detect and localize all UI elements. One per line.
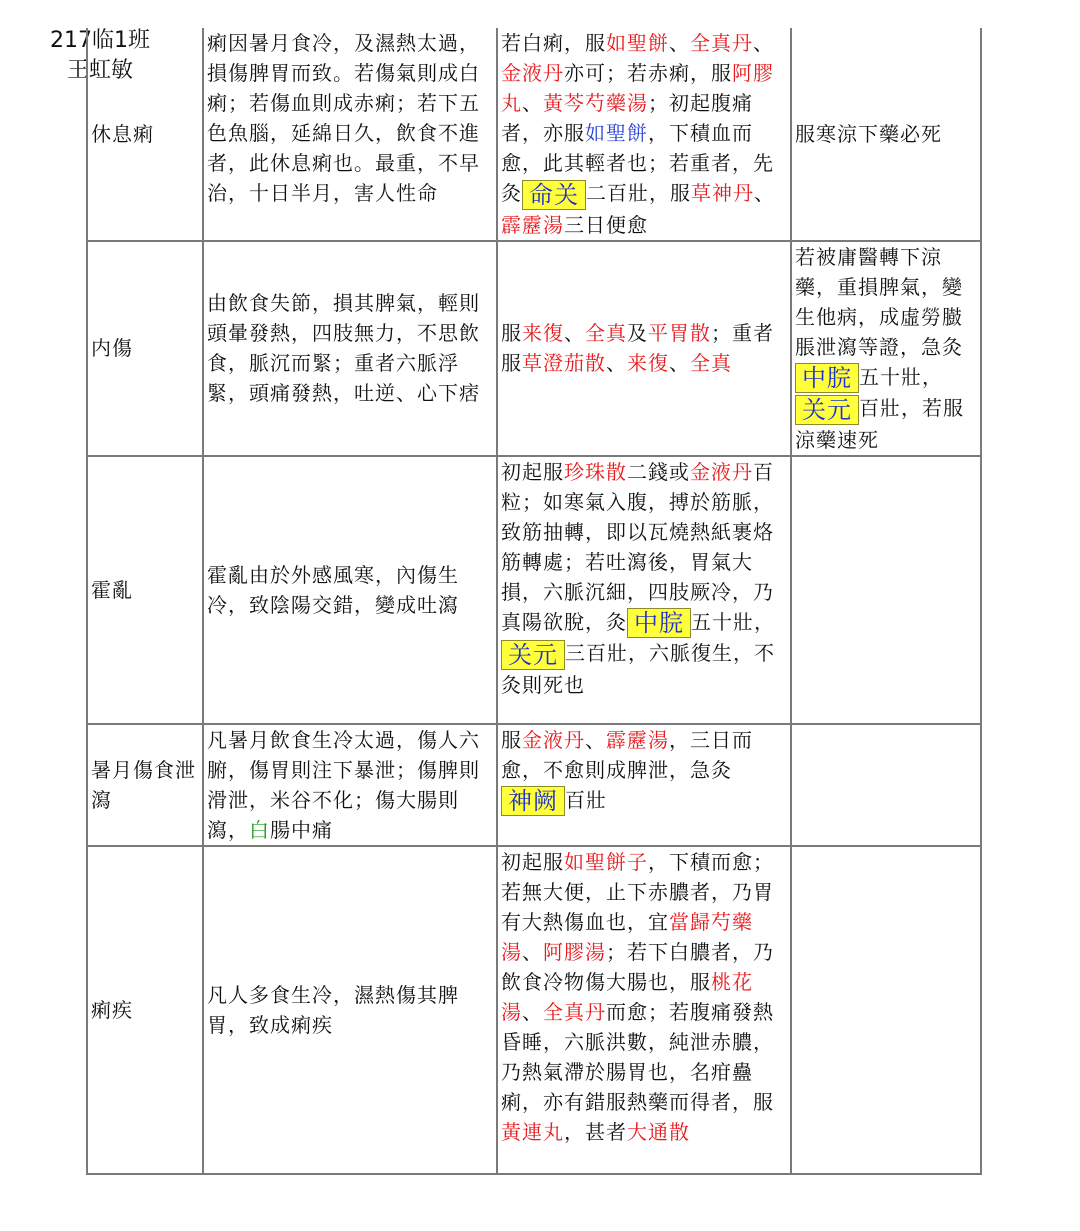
disease-table	[86, 28, 982, 1175]
disease-name: 休息痢	[87, 28, 203, 241]
treatment-cell: 若白痢，服如聖餅、全真丹、金液丹亦可；若赤痢，服阿膠丸、黃芩芍藥湯；初起腹痛者，亦服如聖餅，下積血而愈，此其輕者也；若重者，先灸 命关 二百壯，服草神丹、霹靂湯三日便愈	[497, 28, 791, 241]
acupoint-highlight: 关元	[795, 395, 859, 425]
treatment-cell: 服来復、全真及平胃散；重者服草澄茄散、来復、全真	[497, 241, 791, 456]
acupoint-highlight: 关元	[501, 640, 565, 670]
table-row	[87, 456, 981, 724]
acupoint-highlight: 中脘	[627, 608, 691, 638]
disease-name: 暑月傷食泄瀉	[87, 724, 203, 846]
acupoint-highlight: 中脘	[795, 363, 859, 393]
table-row	[87, 846, 981, 1174]
cause-cell: 凡暑月飲食生冷太過，傷人六腑，傷胃則注下暴泄；傷脾則滑泄，米谷不化；傷大腸則瀉，白腸中痛	[203, 724, 497, 846]
cause-cell: 霍亂由於外感風寒，內傷生冷，致陰陽交錯，變成吐瀉	[203, 456, 497, 724]
acupoint-highlight: 神阙	[501, 786, 565, 816]
note-cell: 若被庸醫轉下涼藥，重損脾氣，變生他病，成虛勞臌脹泄瀉等證，急灸中脘 五十壯，关元 百壯，若服涼藥速死	[791, 241, 981, 456]
cause-cell: 痢因暑月食冷，及濕熱太過，損傷脾胃而致。若傷氣則成白痢；若傷血則成赤痢；若下五色魚腦，延綿日久，飲食不進者，此休息痢也。最重，不早治，十日半月，害人性命	[203, 28, 497, 241]
table-row	[87, 724, 981, 846]
disease-name: 内傷	[87, 241, 203, 456]
table-row	[87, 28, 981, 241]
cause-cell: 凡人多食生冷，濕熱傷其脾胃，致成痢疾	[203, 846, 497, 1174]
note-cell	[791, 846, 981, 1174]
treatment-cell: 初起服如聖餅子，下積而愈；若無大便，止下赤膿者，乃胃有大熱傷血也，宜當歸芍藥湯、阿膠湯；若下白膿者，乃飲食冷物傷大腸也，服桃花湯、全真丹而愈；若腹痛發熱昏睡，六脈洪數，純泄赤膿，乃熱氣滯於腸胃也，名疳蠱痢，亦有錯服熱藥而得者，服黃連丸，甚者大通散	[497, 846, 791, 1174]
table-row	[87, 241, 981, 456]
disease-name: 霍亂	[87, 456, 203, 724]
note-cell	[791, 456, 981, 724]
acupoint-highlight: 命关	[522, 180, 586, 210]
student-name: 王虹敏	[66, 58, 133, 83]
class-label: 217临1班	[50, 28, 150, 53]
note-cell: 服寒涼下藥必死	[791, 28, 981, 241]
cause-cell: 由飲食失節，損其脾氣，輕則頭暈發熱，四肢無力，不思飲食，脈沉而緊；重者六脈浮緊，頭痛發熱，吐逆、心下痞	[203, 241, 497, 456]
treatment-cell: 初起服珍珠散二錢或金液丹百粒；如寒氣入腹，搏於筋脈，致筋抽轉，即以瓦燒熱紙裹烙筋轉處；若吐瀉後，胃氣大損，六脈沉細，四肢厥冷，乃真陽欲脫，灸 中脘 五十壯，关元 三百壯，六脈復生，不灸則死也	[497, 456, 791, 724]
disease-name: 痢疾	[87, 846, 203, 1174]
note-cell	[791, 724, 981, 846]
treatment-cell: 服金液丹、霹靂湯，三日而愈，不愈則成脾泄，急灸神阙 百壯	[497, 724, 791, 846]
